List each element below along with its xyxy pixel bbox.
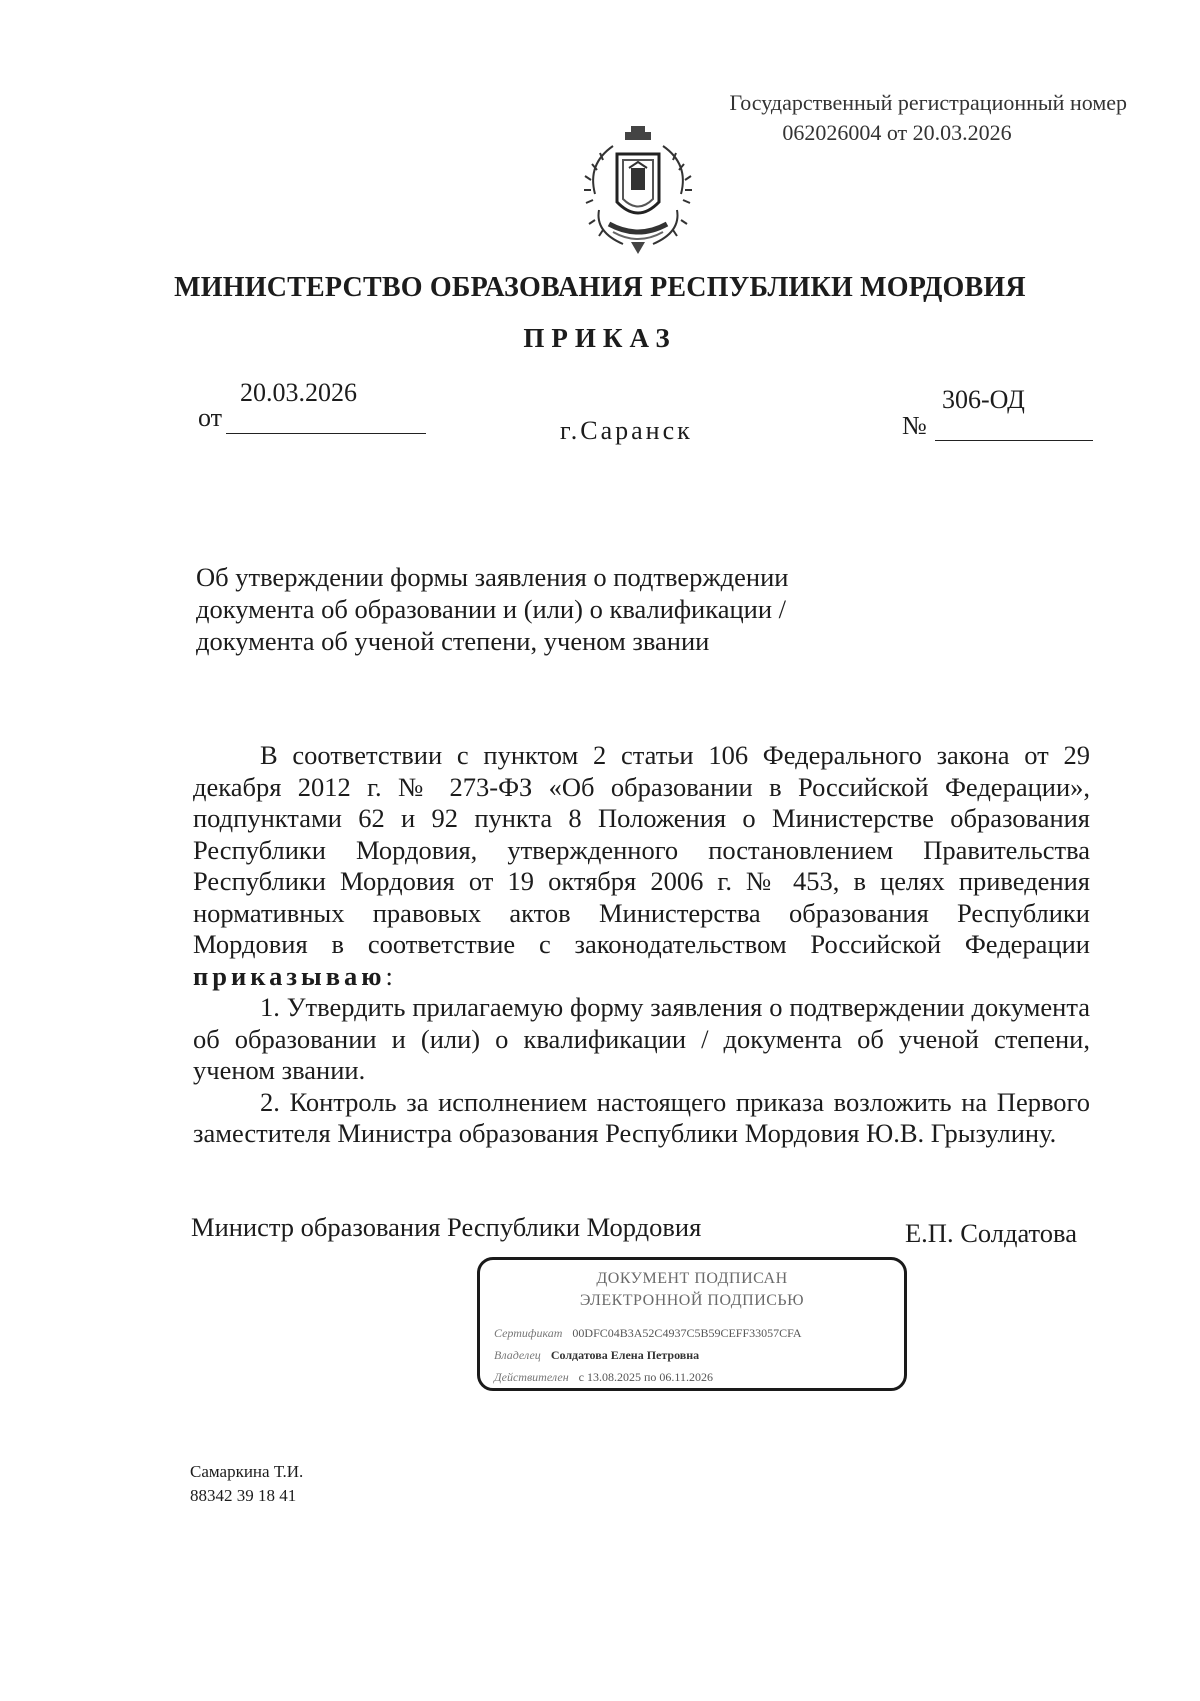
city: г.Саранск [560, 416, 693, 445]
document-type: ПРИКАЗ [523, 323, 677, 353]
order-subject: Об утверждении формы заявления о подтверждении документа об образовании и (или) о квалификации / документа об ученой степени, ученом звании [196, 562, 789, 656]
coat-of-arms-icon [573, 124, 703, 256]
contact-block [190, 1460, 303, 1508]
cert-value: 00DFC04B3A52C4937C5B59CEFF33057CFA [572, 1326, 802, 1340]
signatory-name: Е.П. Солдатова [905, 1218, 1077, 1248]
registration-number: 062026004 от 20.03.2026 [782, 120, 1012, 145]
registration-number-block [667, 88, 1127, 148]
cert-label: Сертификат [494, 1326, 563, 1340]
stamp-title-line-1: ДОКУМЕНТ ПОДПИСАН [596, 1270, 788, 1287]
date-underline [226, 433, 426, 434]
contact-phone: 88342 39 18 41 [190, 1486, 297, 1505]
preamble-text: В соответствии с пунктом 2 статьи 106 Федерального закона от 29 декабря 2012 г. № 273-ФЗ «Об образовании в Российской Федерации», подпунктами 62 и 92 пункта 8 Положения о Министерстве образования Республики Мордовия, утвержденного постановлением Правительства Республики Мордовия от 19 октября 2006 г. № 453, в целях приведения нормативных правовых актов Министерства образования Республики Мордовия в соответствие с законодательством Российской Федерации [193, 740, 1090, 959]
stamp-title-line-2: ЭЛЕКТРОННОЙ ПОДПИСЬЮ [579, 1292, 805, 1309]
order-colon: : [385, 960, 393, 991]
electronic-signature-stamp [477, 1257, 907, 1391]
ministry-name: МИНИСТЕРСТВО ОБРАЗОВАНИЯ РЕСПУБЛИКИ МОРДОВИЯ [174, 272, 1026, 303]
order-body [193, 740, 1090, 1150]
order-word: приказываю [193, 960, 386, 991]
stamp-certificate [494, 1326, 802, 1341]
valid-label: Действителен [494, 1370, 569, 1384]
contact-name: Самаркина Т.И. [190, 1462, 304, 1481]
order-date: 20.03.2026 [240, 378, 357, 407]
order-item-2: 2. Контроль за исполнением настоящего приказа возложить на Первого заместителя Министра образования Республики Мордовия Ю.В. Грызулину. [193, 1086, 1090, 1148]
owner-value: Солдатова Елена Петровна [550, 1348, 700, 1362]
valid-value: с 13.08.2025 по 06.11.2026 [578, 1370, 713, 1384]
date-prefix: от [198, 403, 223, 432]
signatory-title: Министр образования Республики Мордовия [191, 1212, 702, 1242]
owner-label: Владелец [494, 1348, 541, 1362]
order-item-1: 1. Утвердить прилагаемую форму заявления о подтверждении документа об образовании и (или) о квалификации / документа об ученой степени, ученом звании. [193, 992, 1090, 1085]
registration-label: Государственный регистрационный номер [729, 90, 1127, 115]
stamp-owner [494, 1348, 699, 1363]
stamp-validity [494, 1370, 713, 1385]
preamble-paragraph [193, 740, 1090, 992]
number-underline [935, 440, 1093, 441]
number-prefix: № [902, 411, 927, 440]
order-number: 306-ОД [942, 385, 1025, 414]
